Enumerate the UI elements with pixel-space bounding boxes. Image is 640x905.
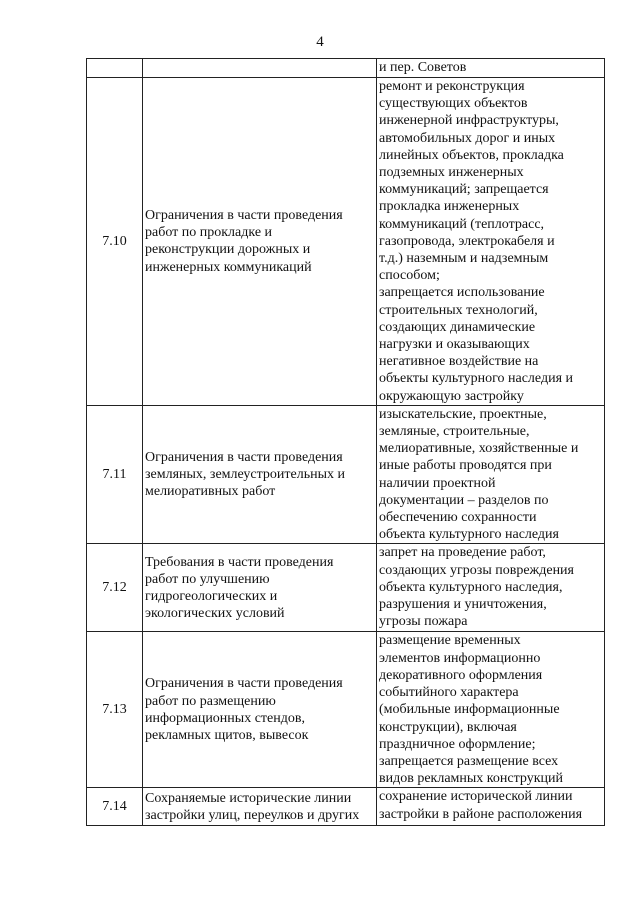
- row-content: размещение временных элементов информационно декоративного оформления событийного характера (мобильные информационные конструкции), включая праздничное оформление; запрещается размещение всех видов рекламных конструкций: [377, 632, 605, 788]
- row-title: [143, 59, 377, 78]
- page-number: 4: [316, 34, 324, 50]
- row-number: 7.11: [87, 405, 143, 544]
- row-title-text: Ограничения в части проведения работ по прокладке и реконструкции дорожных и инженерных коммуникаций: [145, 208, 343, 275]
- row-title: [143, 405, 377, 544]
- row-title: [143, 632, 377, 788]
- row-number: 7.13: [87, 632, 143, 788]
- table-row: [87, 78, 605, 406]
- table-row: [87, 632, 605, 788]
- row-number: 7.12: [87, 544, 143, 632]
- table-row: [87, 788, 605, 826]
- row-title-text: Ограничения в части проведения работ по размещению информационных стендов, рекламных щитов, вывесок: [145, 676, 343, 744]
- regulations-table: [86, 58, 605, 826]
- row-number: [87, 59, 143, 78]
- row-title-text: Сохраняемые исторические линии застройки улиц, переулков и других: [145, 790, 360, 823]
- row-title: [143, 788, 377, 826]
- table-row: [87, 59, 605, 78]
- table-row: [87, 544, 605, 632]
- row-number: 7.14: [87, 788, 143, 826]
- row-title: [143, 544, 377, 632]
- row-content: ремонт и реконструкция существующих объектов инженерной инфраструктуры, автомобильных дорог и иных линейных объектов, прокладка подземных инженерных коммуникаций; запрещается прокладка инженерных коммуникаций (теплотрасс, газопровода, электрокабеля и т.д.) наземным и надземным способом; запрещается использование строительных технологий, создающих динамические нагрузки и оказывающих негативное воздействие на объекты культурного наследия и окружающую застройку: [377, 78, 605, 406]
- row-content: и пер. Советов: [377, 59, 605, 78]
- row-number: 7.10: [87, 78, 143, 406]
- row-content: сохранение исторической линии застройки в районе расположения: [377, 788, 605, 826]
- row-title-text: Ограничения в части проведения земляных, землеустроительных и мелиоративных работ: [145, 449, 345, 500]
- row-content: изыскательские, проектные, земляные, строительные, мелиоративные, хозяйственные и иные работы проводятся при наличии проектной документации – разделов по обеспечению сохранности объекта культурного наследия: [377, 405, 605, 544]
- row-title-text: Требования в части проведения работ по улучшению гидрогеологических и экологических условий: [145, 554, 334, 622]
- row-content: запрет на проведение работ, создающих угрозы повреждения объекта культурного наследия, разрушения и уничтожения, угрозы пожара: [377, 544, 605, 632]
- row-title: [143, 78, 377, 406]
- table-row: [87, 405, 605, 544]
